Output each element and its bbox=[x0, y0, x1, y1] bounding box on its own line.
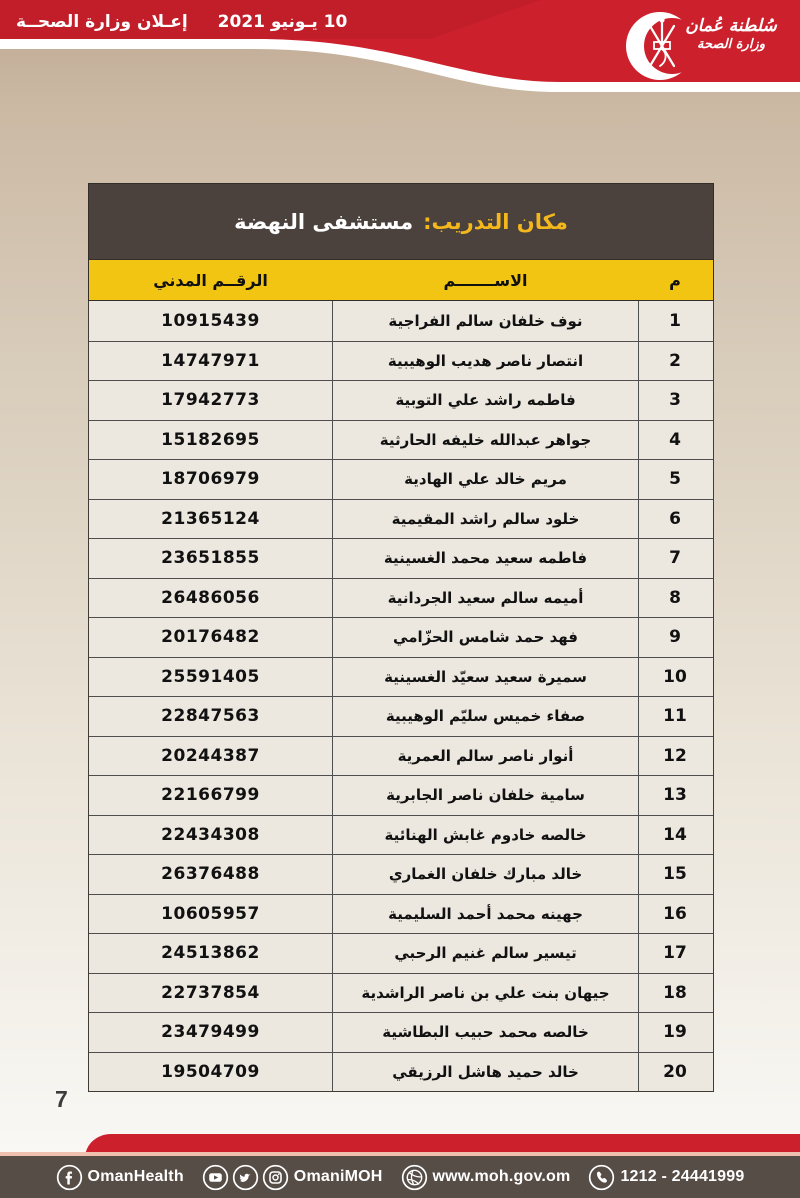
row-civil-id: 26376488 bbox=[161, 864, 260, 885]
row-civil-id: 20244387 bbox=[161, 745, 260, 766]
row-rank: 5 bbox=[669, 469, 681, 490]
table-rows bbox=[88, 301, 714, 1092]
table-row bbox=[89, 459, 713, 499]
row-rank: 6 bbox=[669, 508, 681, 529]
training-roster-table bbox=[88, 183, 714, 1092]
row-name: فاطمه سعيد محمد الغسينية bbox=[332, 539, 639, 578]
row-name: صفاء خميس سليّم الوهيبية bbox=[332, 697, 639, 736]
row-name: مريم خالد علي الهادية bbox=[332, 460, 639, 499]
phone-icon bbox=[588, 1164, 615, 1191]
row-name: انتصار ناصر هديب الوهيبية bbox=[332, 342, 639, 381]
table-row bbox=[89, 894, 713, 934]
row-civil-id: 14747971 bbox=[161, 350, 260, 371]
table-row bbox=[89, 1052, 713, 1092]
row-rank: 11 bbox=[663, 706, 687, 727]
row-rank: 17 bbox=[663, 943, 687, 964]
row-name: جهينه محمد أحمد السليمية bbox=[332, 895, 639, 934]
table-row bbox=[89, 815, 713, 855]
table-row bbox=[89, 775, 713, 815]
moh-logo-calligraphy bbox=[676, 16, 786, 54]
row-civil-id: 24513862 bbox=[161, 943, 260, 964]
globe-icon bbox=[401, 1164, 428, 1191]
instagram-icon bbox=[262, 1164, 289, 1191]
row-rank: 18 bbox=[663, 982, 687, 1003]
row-civil-id: 23651855 bbox=[161, 548, 260, 569]
row-civil-id: 10915439 bbox=[161, 310, 260, 331]
row-civil-id: 22847563 bbox=[161, 706, 260, 727]
row-rank: 4 bbox=[669, 429, 681, 450]
footer-contact-bar bbox=[0, 1152, 800, 1198]
youtube-icon bbox=[202, 1164, 229, 1191]
row-rank: 9 bbox=[669, 627, 681, 648]
row-rank: 15 bbox=[663, 864, 687, 885]
column-header-civil-id: الرقــم المدني bbox=[153, 270, 268, 290]
table-row bbox=[89, 617, 713, 657]
row-civil-id: 15182695 bbox=[161, 429, 260, 450]
row-civil-id: 23479499 bbox=[161, 1022, 260, 1043]
social-handle: OmaniMOH bbox=[293, 1168, 383, 1185]
row-rank: 8 bbox=[669, 587, 681, 608]
row-name: تيسير سالم غنيم الرحبي bbox=[332, 934, 639, 973]
row-rank: 20 bbox=[663, 1061, 687, 1082]
table-row bbox=[89, 578, 713, 618]
row-civil-id: 22737854 bbox=[161, 982, 260, 1003]
row-name: أنوار ناصر سالم العمرية bbox=[332, 737, 639, 776]
row-name: نوف خلفان سالم الفراجية bbox=[332, 301, 639, 341]
announcement-title: إعـلان وزارة الصحــة bbox=[16, 12, 188, 32]
table-row bbox=[89, 696, 713, 736]
table-row bbox=[89, 933, 713, 973]
table-row bbox=[89, 854, 713, 894]
row-civil-id: 20176482 bbox=[161, 627, 260, 648]
row-rank: 19 bbox=[663, 1022, 687, 1043]
table-header-row bbox=[88, 260, 714, 301]
twitter-icon bbox=[232, 1164, 259, 1191]
table-row bbox=[89, 1012, 713, 1052]
facebook-handle: OmanHealth bbox=[87, 1168, 184, 1185]
row-civil-id: 22166799 bbox=[161, 785, 260, 806]
phone-numbers: 1212 - 24441999 bbox=[620, 1168, 745, 1185]
training-location-value: مستشفى النهضة bbox=[234, 209, 414, 234]
row-name: سميرة سعيد سعيّد الغسينية bbox=[332, 658, 639, 697]
website-url: www.moh.gov.om bbox=[432, 1168, 571, 1185]
table-row bbox=[89, 341, 713, 381]
row-rank: 7 bbox=[669, 548, 681, 569]
table-row bbox=[89, 301, 713, 341]
table-row bbox=[89, 973, 713, 1013]
facebook-group[interactable] bbox=[56, 1164, 184, 1191]
row-name: جيهان بنت علي بن ناصر الراشدية bbox=[332, 974, 639, 1013]
row-name: فاطمه راشد علي التوبية bbox=[332, 381, 639, 420]
row-name: خالصه محمد حبيب البطاشية bbox=[332, 1013, 639, 1052]
row-rank: 1 bbox=[669, 310, 681, 331]
row-name: أميمه سالم سعيد الجردانية bbox=[332, 579, 639, 618]
table-row bbox=[89, 736, 713, 776]
header-titles bbox=[16, 9, 347, 35]
row-name: سامية خلفان ناصر الجابرية bbox=[332, 776, 639, 815]
row-name: خلود سالم راشد المقيمية bbox=[332, 500, 639, 539]
row-rank: 13 bbox=[663, 785, 687, 806]
row-civil-id: 17942773 bbox=[161, 390, 260, 411]
phone-group[interactable] bbox=[588, 1164, 744, 1191]
column-header-name: الاســـــــم bbox=[443, 270, 528, 290]
row-name: فهد حمد شامس الحزّامي bbox=[332, 618, 639, 657]
row-civil-id: 19504709 bbox=[161, 1061, 260, 1082]
row-rank: 12 bbox=[663, 745, 687, 766]
row-name: جواهر عبدالله خليفه الحارثية bbox=[332, 421, 639, 460]
column-header-rank: م bbox=[669, 270, 681, 290]
training-location-label: مكان التدريب: bbox=[423, 209, 568, 234]
logo-ministry-text: وزارة الصحة bbox=[697, 37, 765, 53]
row-rank: 16 bbox=[663, 903, 687, 924]
row-name: خالد حميد هاشل الرزيقي bbox=[332, 1053, 639, 1092]
row-civil-id: 21365124 bbox=[161, 508, 260, 529]
row-civil-id: 26486056 bbox=[161, 587, 260, 608]
row-rank: 10 bbox=[663, 666, 687, 687]
row-name: خالد مبارك خلفان الغماري bbox=[332, 855, 639, 894]
facebook-icon bbox=[56, 1164, 83, 1191]
row-rank: 2 bbox=[669, 350, 681, 371]
social-group[interactable] bbox=[202, 1164, 383, 1191]
table-row bbox=[89, 499, 713, 539]
page-number: 7 bbox=[55, 1086, 68, 1112]
row-civil-id: 22434308 bbox=[161, 824, 260, 845]
row-civil-id: 10605957 bbox=[161, 903, 260, 924]
row-civil-id: 25591405 bbox=[161, 666, 260, 687]
row-rank: 3 bbox=[669, 390, 681, 411]
table-row bbox=[89, 380, 713, 420]
logo-country-text: سُلطنة عُمان bbox=[685, 16, 777, 36]
announcement-date: 10 يـونيو 2021 bbox=[217, 12, 348, 32]
website-group[interactable] bbox=[401, 1164, 571, 1191]
table-row bbox=[89, 538, 713, 578]
table-row bbox=[89, 657, 713, 697]
row-civil-id: 18706979 bbox=[161, 469, 260, 490]
row-rank: 14 bbox=[663, 824, 687, 845]
table-row bbox=[89, 420, 713, 460]
row-name: خالصه خادوم غابش الهنائية bbox=[332, 816, 639, 855]
table-title-banner bbox=[88, 183, 714, 260]
